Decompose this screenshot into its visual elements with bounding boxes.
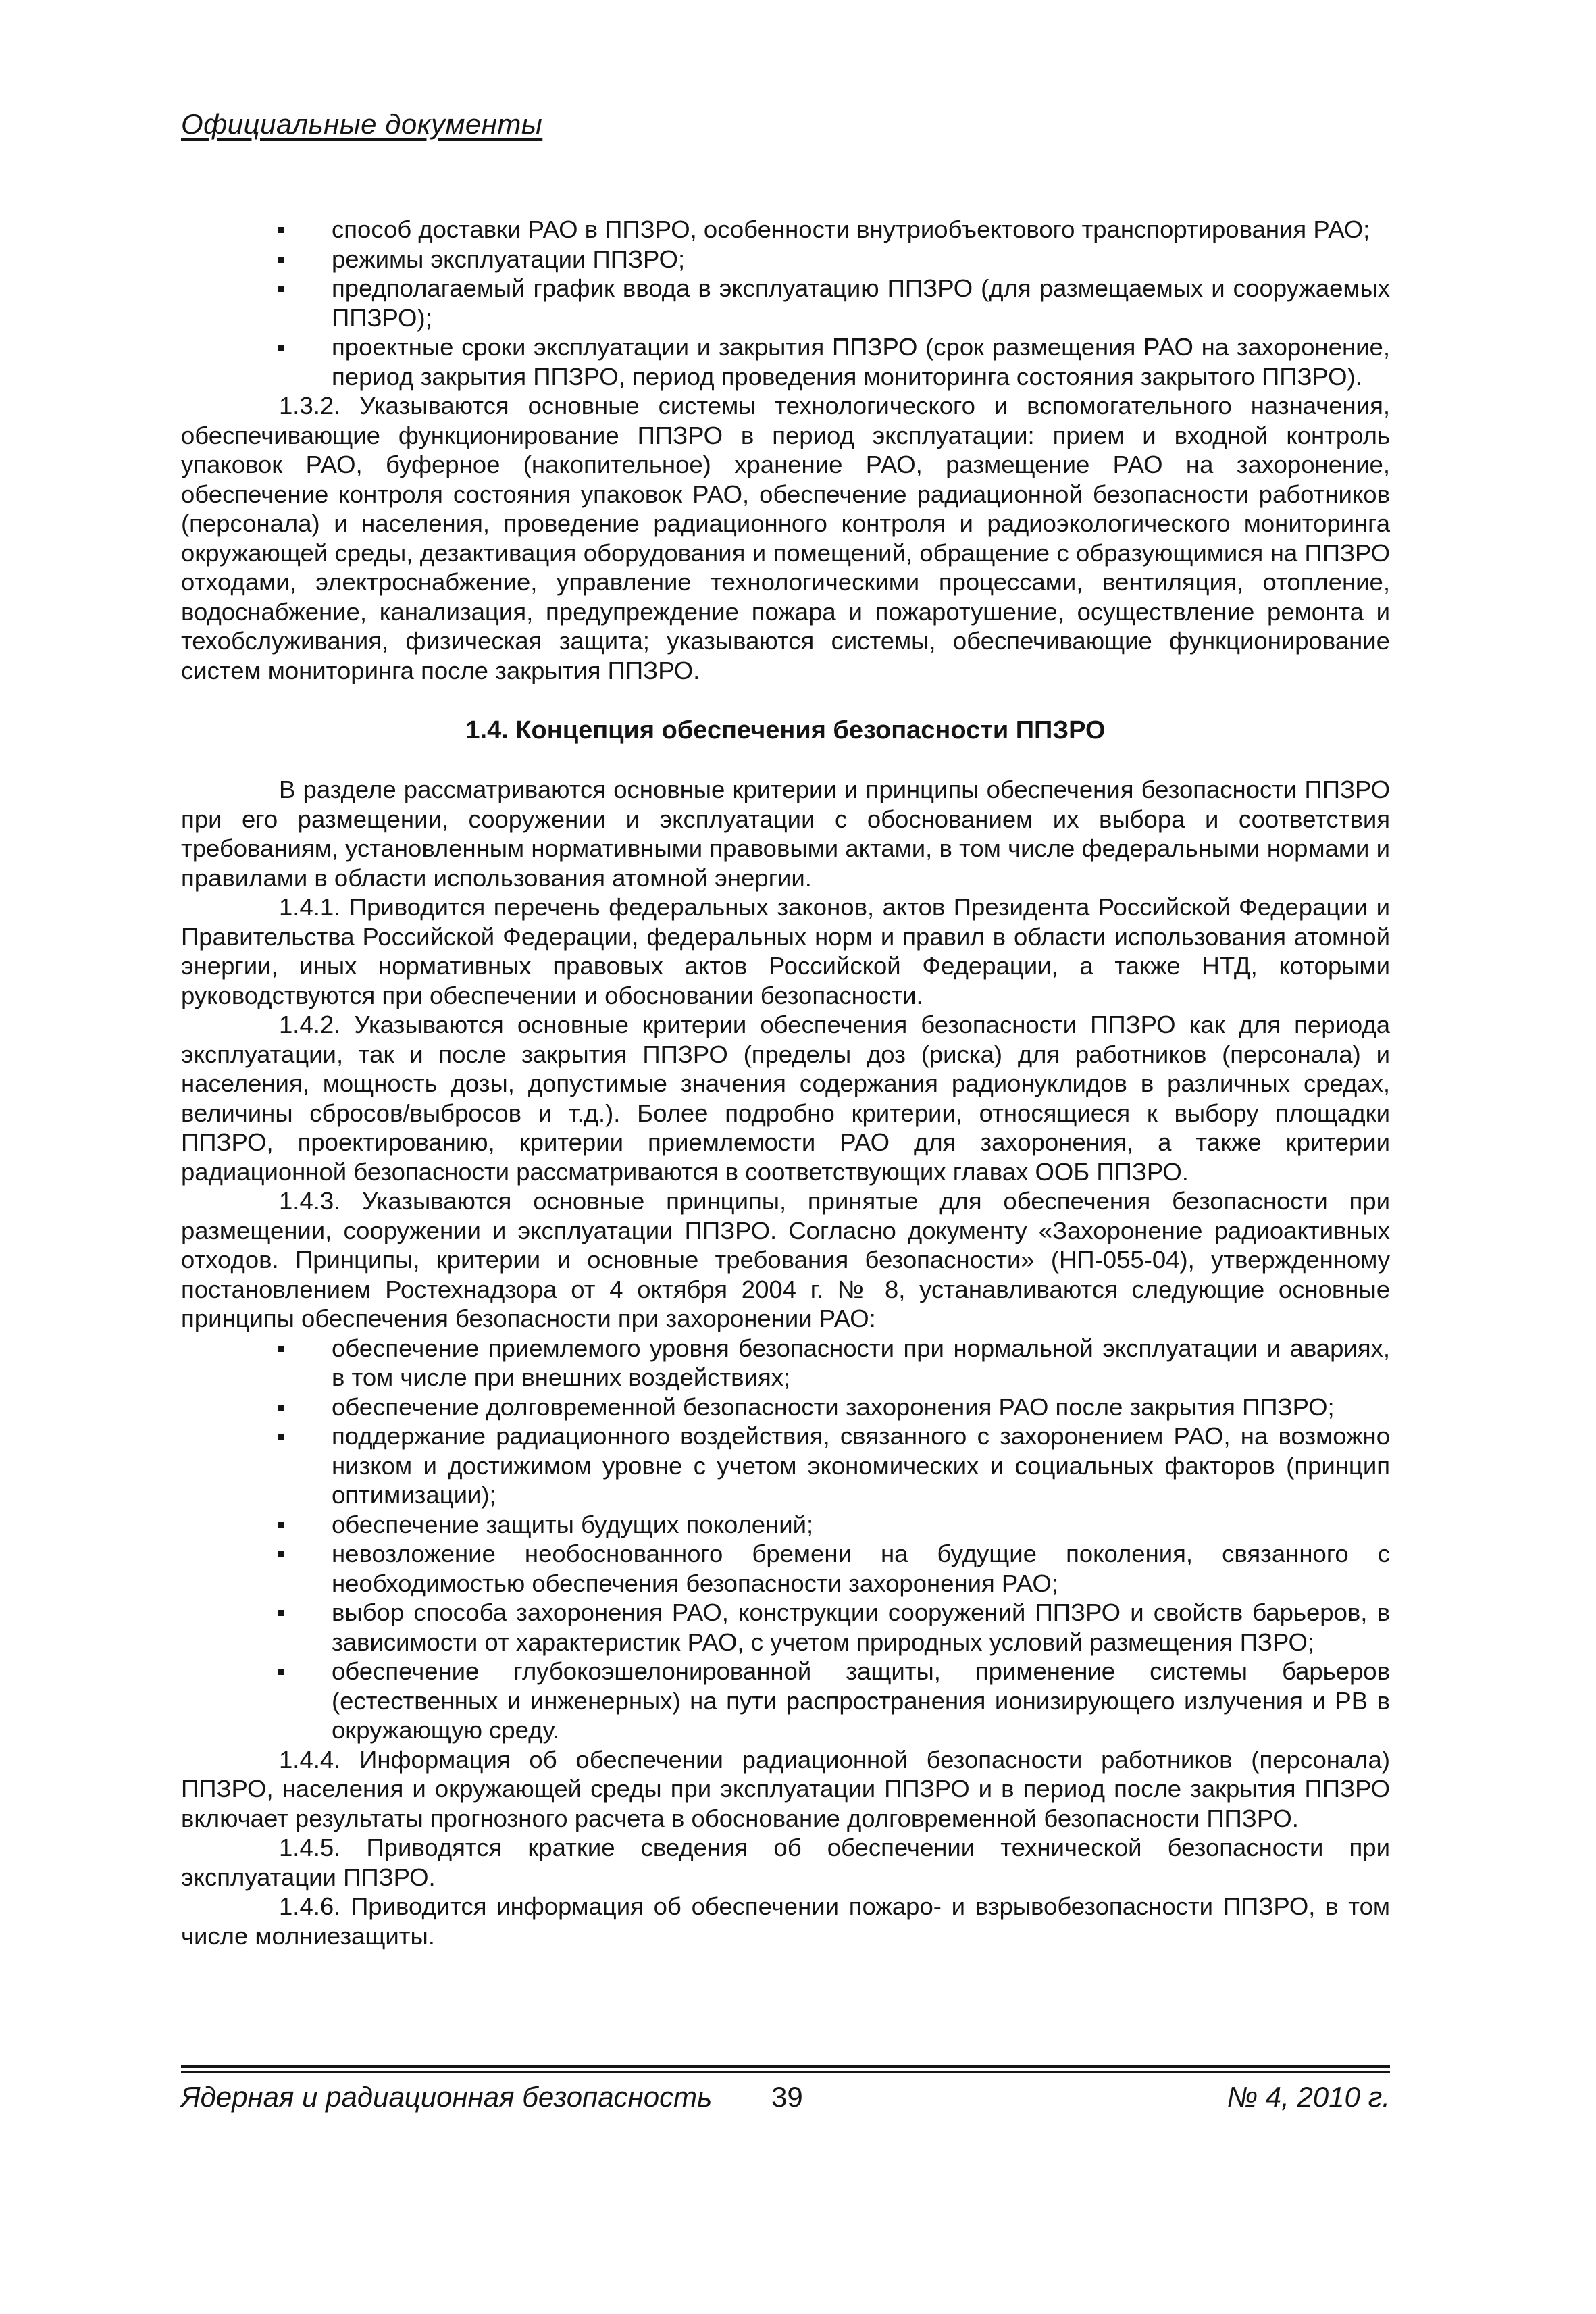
- journal-title: Ядерная и радиационная безопасность: [181, 2081, 713, 2113]
- paragraph-1-4-4: 1.4.4. Информация об обеспечении радиационной безопасности работников (персонала) ППЗРО, населения и окружающей среды при эксплуатации ППЗРО и в период после закрытия ППЗРО включает результаты прогнозного расчета в обоснование долговременной безопасности ППЗРО.: [181, 1745, 1390, 1832]
- list-item: [181, 1539, 1390, 1598]
- list-item: [181, 245, 1390, 274]
- bullet-icon: [278, 345, 284, 351]
- running-header: Официальные документы: [181, 108, 543, 140]
- bullet-icon: [278, 1346, 284, 1352]
- bullet-icon: [278, 1669, 284, 1675]
- issue-number: № 4, 2010 г.: [1227, 2081, 1390, 2113]
- paragraph-1-4-2: 1.4.2. Указываются основные критерии обеспечения безопасности ППЗРО как для периода эксплуатации, так и после закрытия ППЗРО (пределы доз (риска) для работников (персонала) и населения, мощность дозы, допустимые значения содержания радионуклидов в различных средах, величины сбросов/выбросов и т.д.). Более подробно критерии, относящиеся к выбору площадки ППЗРО, проектированию, критерии приемлемости РАО для захоронения, а также критерии радиационной безопасности рассматриваются в соответствующих главах ООБ ППЗРО.: [181, 1011, 1390, 1186]
- list-item-text: предполагаемый график ввода в эксплуатацию ППЗРО (для размещаемых и сооружаемых ППЗРО);: [332, 274, 1390, 332]
- bullet-icon: [278, 286, 284, 292]
- paragraph-1-4-5: 1.4.5. Приводятся краткие сведения об обеспечении технической безопасности при эксплуатации ППЗРО.: [181, 1834, 1390, 1891]
- list-item: [181, 1334, 1390, 1392]
- paragraph-1-4-3: 1.4.3. Указываются основные принципы, принятые для обеспечения безопасности при размещении, сооружении и эксплуатации ППЗРО. Согласно документу «Захоронение радиоактивных отходов. Принципы, критерии и основные требования безопасности» (НП-055-04), утвержденному постановлением Ростехнадзора от 4 октября 2004 г. № 8, устанавливаются следующие основные принципы обеспечения безопасности при захоронении РАО:: [181, 1187, 1390, 1332]
- page-body: [181, 215, 1390, 1951]
- list-item: [181, 1657, 1390, 1745]
- list-item-text: обеспечение долговременной безопасности захоронения РАО после закрытия ППЗРО;: [332, 1392, 1335, 1421]
- bullet-icon: [278, 1551, 284, 1557]
- section-heading: 1.4. Концепция обеспечения безопасности ППЗРО: [465, 716, 1106, 745]
- running-footer: [181, 2081, 1390, 2121]
- list-item-text: режимы эксплуатации ППЗРО;: [332, 245, 686, 273]
- page-number: 39: [771, 2081, 803, 2113]
- bullet-icon: [278, 1522, 284, 1528]
- list-item-text: обеспечение глубокоэшелонированной защиты, применение системы барьеров (естественных и инженерных) на пути распространения ионизирующего излучения и РВ в окружающую среду.: [332, 1657, 1390, 1744]
- bullet-list-2: [181, 1334, 1390, 1745]
- list-item-text: невозложение необоснованного бремени на будущие поколения, связанного с необходимостью обеспечения безопасности захоронения РАО;: [332, 1540, 1390, 1597]
- list-item: [181, 1510, 1390, 1540]
- bullet-icon: [278, 1434, 284, 1440]
- list-item-text: обеспечение защиты будущих поколений;: [332, 1510, 814, 1538]
- bullet-icon: [278, 257, 284, 263]
- list-item-text: способ доставки РАО в ППЗРО, особенности внутриобъектового транспортирования РАО;: [332, 216, 1370, 243]
- bullet-icon: [278, 227, 284, 233]
- list-item-text: поддержание радиационного воздействия, связанного с захоронением РАО, на возможно низком и достижимом уровне с учетом экономических и социальных факторов (принцип оптимизации);: [332, 1422, 1390, 1509]
- bullet-list-1: [181, 215, 1390, 391]
- bullet-icon: [278, 1610, 284, 1616]
- list-item-text: проектные сроки эксплуатации и закрытия ППЗРО (срок размещения РАО на захоронение, период закрытия ППЗРО, период проведения мониторинга состояния закрытого ППЗРО).: [332, 333, 1390, 391]
- list-item: [181, 215, 1390, 245]
- paragraph-1-4-6: 1.4.6. Приводится информация об обеспечении пожаро- и взрывобезопасности ППЗРО, в том числе молниезащиты.: [181, 1892, 1390, 1950]
- list-item: [181, 332, 1390, 391]
- list-item: [181, 1392, 1390, 1422]
- bullet-icon: [278, 1405, 284, 1411]
- footer-rule-thick: [181, 2065, 1390, 2068]
- paragraph-1-4-1: 1.4.1. Приводится перечень федеральных законов, актов Президента Российской Федерации и Правительства Российской Федерации, федеральных норм и правил в области использования атомной энергии, иных нормативных правовых актов Российской Федерации, а также НТД, которыми руководствуются при обеспечении и обосновании безопасности.: [181, 893, 1390, 1009]
- list-item: [181, 1422, 1390, 1510]
- list-item-text: обеспечение приемлемого уровня безопасности при нормальной эксплуатации и авариях, в том числе при внешних воздействиях;: [332, 1334, 1390, 1391]
- list-item-text: выбор способа захоронения РАО, конструкции сооружений ППЗРО и свойств барьеров, в зависимости от характеристик РАО, с учетом природных условий размещения ПЗРО;: [332, 1599, 1390, 1656]
- footer-rule-thin: [181, 2071, 1390, 2073]
- paragraph-intro: В разделе рассматриваются основные критерии и принципы обеспечения безопасности ППЗРО при его размещении, сооружении и эксплуатации с обоснованием их выбора и соответствия требованиям, установленным нормативными правовыми актами, в том числе федеральными нормами и правилами в области использования атомной энергии.: [181, 776, 1390, 892]
- list-item: [181, 274, 1390, 332]
- paragraph-1-3-2: 1.3.2. Указываются основные системы технологического и вспомогательного назначения, обеспечивающие функционирование ППЗРО в период эксплуатации: прием и входной контроль упаковок РАО, буферное (накопительное) хранение РАО, размещение РАО на захоронение, обеспечение контроля состояния упаковок РАО, обеспечение радиационной безопасности работников (персонала) и населения, проведение радиационного контроля и радиоэкологического мониторинга окружающей среды, дезактивация оборудования и помещений, обращение с образующимися на ППЗРО отходами, электроснабжение, управление технологическими процессами, вентиляция, отопление, водоснабжение, канализация, предупреждение пожара и пожаротушение, осуществление ремонта и техобслуживания, физическая защита; указываются системы, обеспечивающие функционирование систем мониторинга после закрытия ППЗРО.: [181, 392, 1390, 684]
- list-item: [181, 1598, 1390, 1657]
